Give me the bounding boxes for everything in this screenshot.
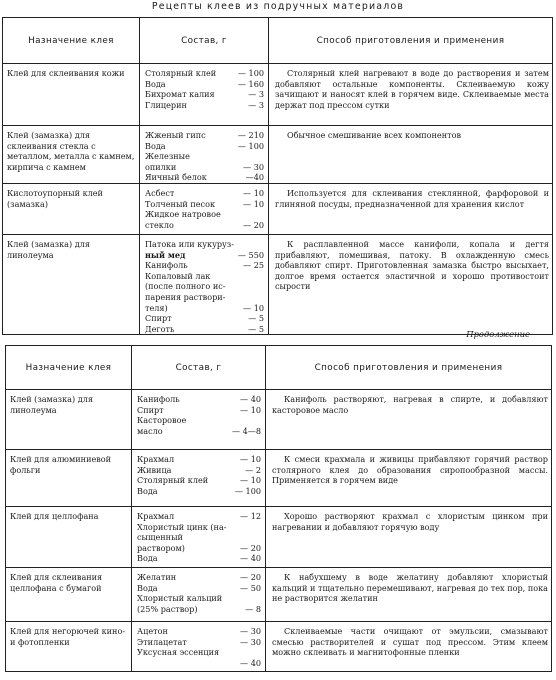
ingredient-line — [137, 486, 261, 497]
method-cell — [266, 568, 552, 622]
ingredient-amount: — 40 — [240, 394, 261, 404]
purpose-cell — [3, 64, 140, 126]
page-title: Рецепты клеев из подручных материалов — [151, 1, 405, 12]
method-text: Столярный клей нагревают в воде до растворения и затем добавляют остальные компоненты. Склеиваемую кожу зачищают и наносят клей в горячем виде. Склеиваемые места держат под прессом сутки — [275, 68, 549, 110]
ingredient-line — [137, 647, 261, 658]
purpose-cell — [6, 450, 132, 507]
ingredient-line — [137, 511, 261, 522]
recipes-table-2 — [5, 345, 552, 672]
ingredient-line — [137, 604, 261, 615]
table-row — [6, 390, 552, 450]
ingredient-name: Канифоль — [145, 260, 188, 271]
ingredient-line — [137, 426, 261, 437]
ingredient-amount — [258, 415, 261, 426]
ingredient-amount: — 10 — [240, 404, 261, 415]
method-text: К смеси крахмала и живицы прибавляют горячий раствор столярного клея до образования сиропообразной массы. Применяется в горячем виде — [272, 454, 548, 486]
ingredient-name: Спирт — [137, 404, 164, 415]
ingredient-name: парения раствори- — [145, 291, 226, 302]
composition-cell — [140, 183, 269, 234]
ingredient-amount — [261, 151, 264, 162]
ingredient-line — [137, 583, 261, 594]
table-header-row — [3, 18, 553, 64]
purpose-cell — [6, 568, 132, 622]
ingredient-name: Патока или кукуруз- — [145, 238, 234, 249]
purpose-text: Клей (замазка) для линолеума — [7, 238, 93, 260]
method-text: Используется для склеивания стеклянной, фарфоровой и глиняной посуды, предназначенной для хранения кислот — [275, 187, 549, 209]
header-method: Способ приготовления и применения — [266, 346, 552, 390]
method-text: Канифоль растворяют, нагревая в спирте, и добавляют касторовое масло — [272, 394, 548, 415]
composition-cell — [140, 126, 269, 184]
ingredient-amount: — 160 — [237, 78, 264, 89]
ingredient-name: Хлористый кальций — [137, 593, 223, 604]
ingredient-amount: —40 — [245, 172, 264, 183]
method-cell — [266, 622, 552, 672]
method-text: Хорошо растворяют крахмал с хлористым цинком при нагревании и добавляют горячую воду — [272, 511, 548, 532]
method-cell — [269, 64, 553, 126]
ingredient-name: опилки — [145, 161, 177, 172]
method-cell — [266, 507, 552, 568]
ingredient-line — [137, 532, 261, 543]
ingredient-name: Спирт — [145, 313, 172, 324]
ingredient-amount — [261, 281, 264, 292]
method-text: К набухшему в воде желатину добавляют хлористый кальций и тщательно перемешивают, нагревая до тех пор, пока не растворится желатин — [272, 572, 548, 604]
ingredient-name: Столярный клей — [137, 475, 209, 486]
ingredient-line — [145, 151, 264, 162]
ingredient-amount: — 10 — [243, 198, 264, 209]
ingredient-amount — [258, 647, 261, 658]
ingredient-amount — [261, 292, 264, 303]
ingredient-line — [137, 394, 261, 405]
ingredient-name: Жженый гипс — [145, 130, 206, 140]
ingredient-name: сыщенный — [137, 532, 183, 543]
ingredient-name: (после полного ис- — [145, 281, 226, 292]
ingredient-name: Яичный белок — [145, 172, 207, 183]
table-row — [6, 507, 552, 568]
ingredient-line — [145, 281, 264, 292]
ingredient-amount: — 4—8 — [231, 425, 261, 436]
ingredient-amount: — 40 — [240, 553, 261, 564]
ingredient-amount: — 550 — [237, 249, 264, 260]
ingredient-line — [145, 239, 264, 250]
method-cell — [266, 450, 552, 507]
table-row — [3, 183, 553, 234]
ingredient-line — [137, 626, 261, 637]
ingredient-name: раствором) — [137, 542, 185, 553]
ingredient-line — [137, 475, 261, 486]
ingredient-line — [145, 162, 264, 173]
ingredient-name: Вода — [145, 78, 166, 89]
composition-cell — [132, 622, 266, 672]
ingredient-line — [137, 543, 261, 554]
purpose-cell — [3, 126, 140, 184]
ingredient-line — [145, 260, 264, 271]
purpose-cell — [6, 622, 132, 672]
ingredient-amount — [261, 271, 264, 282]
ingredient-line — [137, 637, 261, 648]
ingredient-name: Толченый песок — [145, 198, 216, 209]
method-cell — [266, 390, 552, 450]
ingredient-amount: — 3 — [248, 89, 264, 100]
ingredient-name: Желатин — [137, 572, 177, 582]
ingredient-name: Уксусная эссенция — [137, 647, 220, 658]
ingredient-name: Асбест — [145, 187, 175, 198]
ingredient-line — [145, 172, 264, 183]
ingredient-amount — [258, 532, 261, 543]
ingredient-amount — [261, 209, 264, 220]
ingredient-amount: — 210 — [237, 130, 264, 140]
ingredient-line — [145, 130, 264, 141]
ingredient-amount: — 30 — [240, 636, 261, 647]
ingredient-amount: — 10 — [243, 187, 264, 198]
ingredient-line — [137, 658, 261, 669]
ingredient-line — [145, 100, 264, 111]
ingredient-amount — [261, 239, 264, 250]
method-cell — [269, 234, 553, 334]
ingredient-name: теля) — [145, 302, 168, 313]
header-composition: Состав, г — [140, 18, 269, 64]
ingredient-line — [145, 89, 264, 100]
purpose-text: Клей для негорючей кино- и фотопленки — [10, 626, 128, 647]
ingredient-name: масло — [137, 425, 163, 436]
ingredient-name: Столярный клей — [145, 68, 217, 78]
ingredient-name: (25% раствор) — [137, 603, 198, 614]
ingredient-amount: — 40 — [240, 657, 261, 668]
ingredient-amount: — 20 — [243, 219, 264, 230]
header-composition: Состав, г — [132, 346, 266, 390]
purpose-cell — [6, 507, 132, 568]
ingredient-name: Канифоль — [137, 394, 180, 404]
ingredient-amount: — 50 — [240, 582, 261, 593]
ingredient-name: Жидкое натровое — [145, 209, 221, 220]
composition-cell — [132, 450, 266, 507]
ingredient-name: Крахмал — [137, 454, 175, 464]
ingredient-amount: — 25 — [243, 260, 264, 271]
method-text: К расплавленной массе канифоли, копала и дегтя прибавляют, помешивая, патоку. В охлажденную смесь добавляют спирт. Приготовленная замазка быстро высыхает, долгое время остается эластичной и хорошо противостоит сырости — [275, 238, 549, 292]
ingredient-line — [145, 68, 264, 79]
purpose-text: Клей для целлофана — [10, 511, 99, 521]
ingredient-name: Глицерин — [145, 99, 187, 110]
table-row — [3, 64, 553, 126]
purpose-text: Кислотоупорный клей (замазка) — [7, 187, 106, 209]
ingredient-name: Деготь — [145, 323, 175, 334]
purpose-text: Клей для склеивания целлофана с бумагой — [10, 572, 105, 593]
ingredient-name: Крахмал — [137, 511, 175, 521]
ingredient-line — [137, 405, 261, 416]
ingredient-name: Этилацетат — [137, 636, 187, 647]
ingredient-amount: — 5 — [248, 313, 264, 324]
ingredient-line — [137, 522, 261, 533]
ingredient-name: Хлористый цинк (на- — [137, 521, 227, 532]
purpose-text: Клей (замазка) для линолеума — [10, 394, 96, 415]
ingredient-amount: — 3 — [248, 99, 264, 110]
ingredient-amount: — 20 — [240, 542, 261, 553]
ingredient-line — [145, 303, 264, 314]
table-row — [6, 622, 552, 672]
ingredient-name: Касторовое — [137, 415, 187, 426]
composition-cell — [132, 507, 266, 568]
ingredient-amount: — 20 — [240, 572, 261, 582]
recipes-table-1 — [2, 17, 553, 335]
ingredient-line — [145, 220, 264, 231]
purpose-text: Клей для алюминиевой фольги — [10, 454, 114, 475]
ingredient-amount: — 12 — [240, 511, 261, 521]
method-text: Обычное смешивание всех компонентов — [287, 130, 461, 140]
purpose-cell — [3, 234, 140, 334]
purpose-text: Клей (замазка) для склеивания стекла с металлом, металла с камнем, кирпича с камнем — [7, 130, 137, 172]
table-header-row — [6, 346, 552, 390]
ingredient-name: Вода — [145, 140, 166, 151]
ingredient-line — [137, 572, 261, 583]
ingredient-line — [137, 465, 261, 476]
ingredient-name: Бихромат калия — [145, 89, 215, 100]
ingredient-line — [137, 454, 261, 465]
composition-cell — [140, 234, 269, 334]
purpose-cell — [6, 390, 132, 450]
ingredient-line — [137, 593, 261, 604]
ingredient-line — [145, 250, 264, 261]
method-cell — [269, 183, 553, 234]
table-row — [6, 450, 552, 507]
purpose-text: Клей для склеивания кожи — [7, 68, 125, 78]
table-row — [3, 234, 553, 334]
ingredient-name: Вода — [137, 553, 158, 564]
ingredient-line — [137, 553, 261, 564]
ingredient-name: ный мед — [145, 249, 186, 260]
ingredient-name: Копаловый лак — [145, 270, 211, 281]
ingredient-line — [145, 188, 264, 199]
table-row — [6, 568, 552, 622]
table-row — [3, 126, 553, 184]
method-text: Склеиваемые части очищают от эмульсии, смазывают смесью растворителей и сушат под прессом. Этим клеем можно склеивать и магнитофонные пленки — [272, 626, 548, 658]
purpose-cell — [3, 183, 140, 234]
ingredient-amount: — 100 — [237, 68, 264, 78]
ingredient-amount: — 8 — [245, 603, 261, 614]
header-method: Способ приготовления и применения — [269, 18, 553, 64]
ingredient-amount: — 30 — [240, 626, 261, 636]
ingredient-line — [145, 141, 264, 152]
header-purpose: Назначение клея — [6, 346, 132, 390]
ingredient-amount: — 10 — [240, 475, 261, 486]
ingredient-name: Ацетон — [137, 626, 168, 636]
ingredient-amount — [258, 522, 261, 533]
ingredient-line — [145, 209, 264, 220]
ingredient-line — [145, 324, 264, 335]
ingredient-line — [145, 79, 264, 90]
ingredient-amount — [258, 593, 261, 604]
continuation-label: Продолжение — [466, 329, 530, 339]
ingredient-amount: — 100 — [234, 485, 261, 496]
ingredient-amount: — 10 — [243, 302, 264, 313]
header-purpose: Назначение клея — [3, 18, 140, 64]
composition-cell — [132, 568, 266, 622]
ingredient-line — [145, 292, 264, 303]
ingredient-line — [145, 199, 264, 210]
composition-cell — [132, 390, 266, 450]
ingredient-name: Железные — [145, 151, 190, 162]
ingredient-amount: — 30 — [243, 161, 264, 172]
ingredient-amount: — 100 — [237, 140, 264, 151]
ingredient-line — [137, 415, 261, 426]
ingredient-line — [145, 313, 264, 324]
ingredient-amount: — 10 — [240, 454, 261, 464]
ingredient-name: Вода — [137, 582, 158, 593]
composition-cell — [140, 64, 269, 126]
ingredient-amount: — 5 — [248, 323, 264, 334]
method-cell — [269, 126, 553, 184]
ingredient-line — [145, 271, 264, 282]
ingredient-name: стекло — [145, 219, 174, 230]
ingredient-name: Живица — [137, 464, 172, 475]
ingredient-amount: — 2 — [245, 464, 261, 475]
ingredient-name: Вода — [137, 485, 158, 496]
